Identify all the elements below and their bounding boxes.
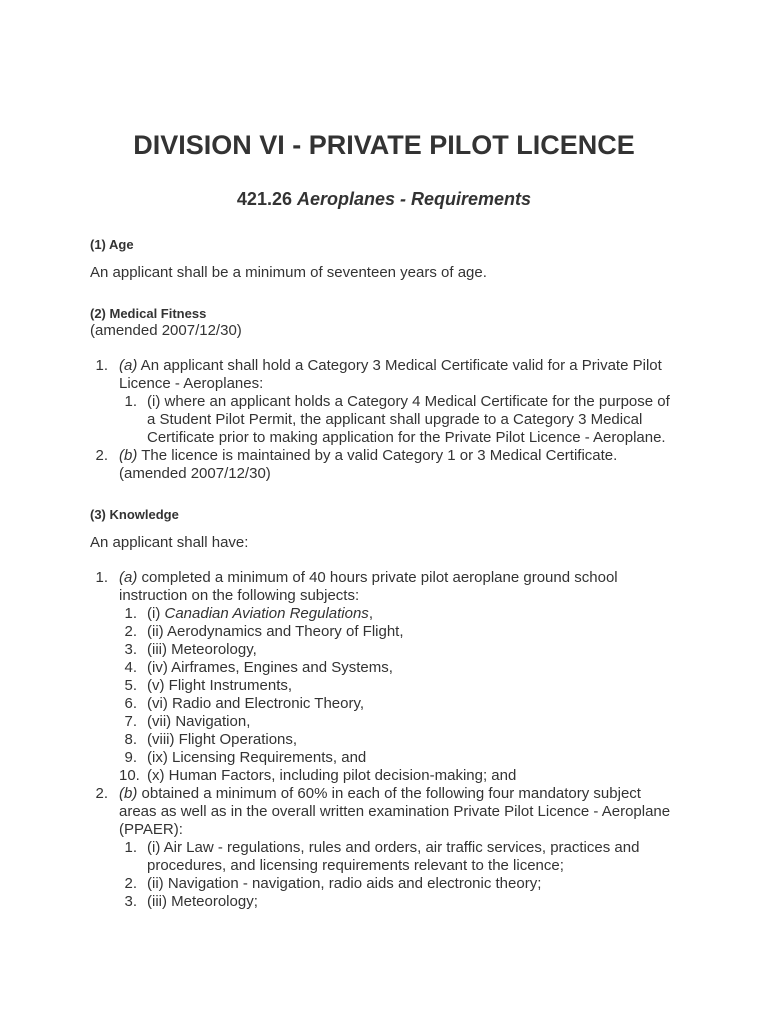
sub-item-text: (i) where an applicant holds a Category 4 Medical Certificate for the purpose of a Student Pilot Permit, the applicant shall upgrade to a Category 3 Medical Certificate prior to making application for the Private Pilot Licence - Aeroplane. (147, 393, 670, 446)
sub-list-item (119, 713, 678, 731)
item-text: The licence is maintained by a valid Category 1 or 3 Medical Certificate. (137, 447, 618, 464)
sub-item-text: (vi) Radio and Electronic Theory, (147, 695, 365, 712)
sub-item-text: , (368, 605, 373, 622)
medical-list (90, 357, 678, 483)
item-marker: (a) (119, 569, 138, 586)
sub-list-item (119, 749, 678, 767)
sub-item-text: (x) Human Factors, including pilot decision-making; and (147, 767, 517, 784)
sub-list (119, 393, 678, 447)
sub-list-item (119, 659, 678, 677)
sub-list (119, 839, 678, 911)
item-marker: (a) (119, 357, 138, 374)
list-number: 6. (124, 695, 137, 712)
list-item (90, 447, 678, 483)
list-number: 5. (124, 677, 137, 694)
sub-item-italic: Canadian Aviation Regulations (164, 605, 369, 622)
list-number: 1. (124, 605, 137, 622)
item-marker: (b) (119, 785, 138, 802)
sub-item-text: (vii) Navigation, (147, 713, 251, 730)
sub-item-prefix: (i) (147, 605, 165, 622)
sub-item-text: (ii) Aerodynamics and Theory of Flight, (147, 623, 404, 640)
list-number: 3. (124, 893, 137, 910)
item-marker: (b) (119, 447, 138, 464)
sub-item-text: (v) Flight Instruments, (147, 677, 293, 694)
sub-item-text: (ix) Licensing Requirements, and (147, 749, 367, 766)
list-number: 2. (95, 447, 108, 464)
sub-list-item (119, 677, 678, 695)
list-item (90, 569, 678, 785)
sub-list-item (119, 605, 678, 623)
item-amended: (amended 2007/12/30) (119, 465, 271, 482)
sub-item-text: (ii) Navigation - navigation, radio aids and electronic theory; (147, 875, 542, 892)
division-title: DIVISION VI - PRIVATE PILOT LICENCE (133, 130, 635, 160)
sub-list-item (119, 839, 678, 875)
item-text: completed a minimum of 40 hours private pilot aeroplane ground school instruction on the following subjects: (119, 569, 618, 604)
sub-list-item (119, 893, 678, 911)
list-number: 1. (95, 569, 108, 586)
item-text: obtained a minimum of 60% in each of the following four mandatory subject areas as well as in the overall written examination Private Pilot Licence - Aeroplane (PPAER): (119, 785, 671, 838)
knowledge-list (90, 569, 678, 911)
list-number: 2. (124, 623, 137, 640)
sub-list-item (119, 623, 678, 641)
list-number: 1. (124, 393, 137, 410)
list-item (90, 357, 678, 447)
section-title (90, 162, 678, 210)
age-text: An applicant shall be a minimum of seventeen years of age. (90, 264, 487, 281)
sub-item-text: (iii) Meteorology, (147, 641, 257, 658)
list-number: 10. (119, 767, 140, 784)
sub-item-text: (viii) Flight Operations, (147, 731, 298, 748)
list-number: 8. (124, 731, 137, 748)
section-name: Aeroplanes - Requirements (297, 189, 532, 209)
sub-item-text: (i) Air Law - regulations, rules and orders, air traffic services, practices and procedures, and licensing requirements relevant to the licence; (147, 839, 640, 874)
section-number: 421.26 (236, 189, 292, 209)
item-text: An applicant shall hold a Category 3 Medical Certificate valid for a Private Pilot Licence - Aeroplanes: (119, 357, 662, 392)
list-number: 2. (124, 875, 137, 892)
list-item (90, 785, 678, 911)
sub-list-item (119, 875, 678, 893)
sub-list-item (119, 767, 678, 785)
sub-item-text: (iii) Meteorology; (147, 893, 258, 910)
knowledge-intro: An applicant shall have: (90, 534, 249, 551)
list-number: 9. (124, 749, 137, 766)
sub-list (119, 605, 678, 785)
sub-list-item (119, 695, 678, 713)
medical-heading: (2) Medical Fitness (90, 306, 207, 321)
sub-list-item (119, 731, 678, 749)
sub-list-item (119, 641, 678, 659)
list-number: 4. (124, 659, 137, 676)
list-number: 1. (95, 357, 108, 374)
sub-list-item (119, 393, 678, 447)
sub-item-text: (iv) Airframes, Engines and Systems, (147, 659, 393, 676)
list-number: 2. (95, 785, 108, 802)
age-heading: (1) Age (90, 237, 134, 252)
medical-amended: (amended 2007/12/30) (90, 322, 242, 339)
list-number: 1. (124, 839, 137, 856)
list-number: 7. (124, 713, 137, 730)
knowledge-heading: (3) Knowledge (90, 507, 179, 522)
list-number: 3. (124, 641, 137, 658)
